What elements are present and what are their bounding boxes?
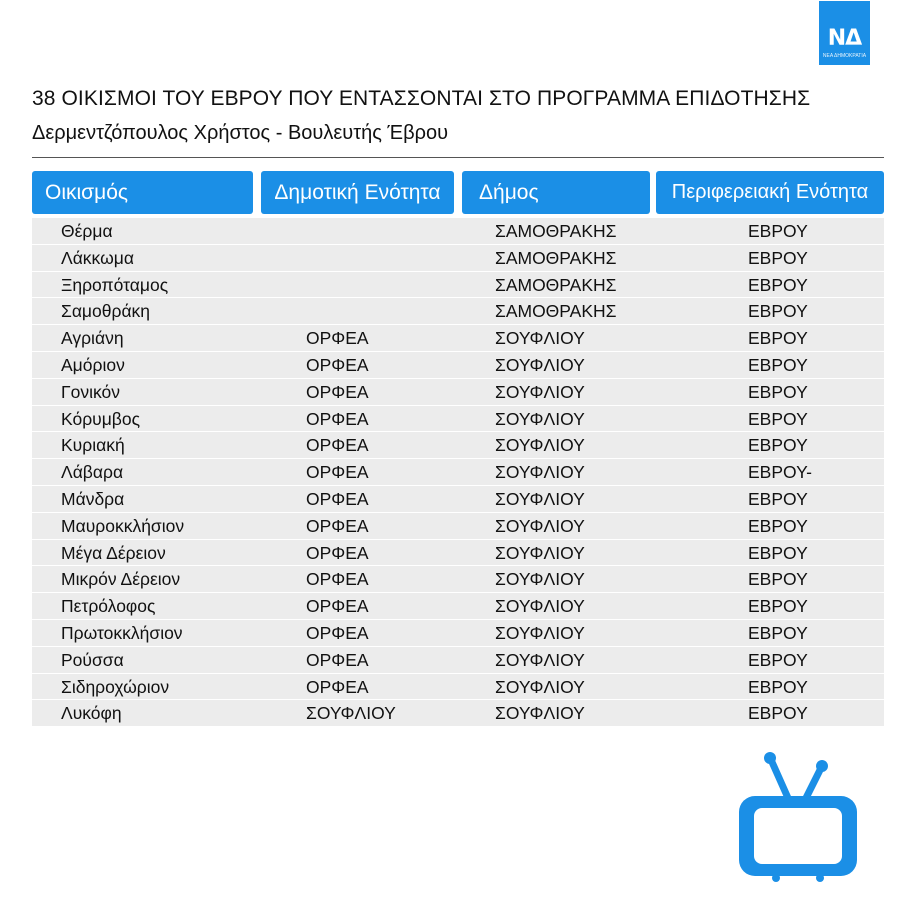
cell-regional-unit: ΕΒΡΟΥ <box>748 354 808 375</box>
cell-settlement: Μικρόν Δέρειον <box>61 569 181 590</box>
cell-municipal-unit: ΟΡΦΕΑ <box>306 435 369 456</box>
cell-municipal-unit: ΟΡΦΕΑ <box>306 596 369 617</box>
cell-settlement: Σιδηροχώριον <box>61 676 170 697</box>
cell-regional-unit: ΕΒΡΟΥ <box>748 435 808 456</box>
cell-municipal-unit: ΟΡΦΕΑ <box>306 381 369 402</box>
page-title: 38 ΟΙΚΙΣΜΟΙ ΤΟΥ ΕΒΡΟΥ ΠΟΥ ΕΝΤΑΣΣΟΝΤΑΙ ΣΤΟ ΠΡΟΓΡΑΜΜΑ ΕΠΙΔΟΤΗΣΗΣ <box>32 87 811 110</box>
cell-regional-unit: ΕΒΡΟΥ <box>748 676 808 697</box>
cell-settlement: Λάκκωμα <box>61 247 134 268</box>
cell-settlement: Μάνδρα <box>61 488 125 509</box>
table-row <box>32 298 884 325</box>
cell-municipality: ΣΟΥΦΛΙΟΥ <box>495 515 585 536</box>
cell-municipality: ΣΑΜΟΘΡΑΚΗΣ <box>495 274 617 295</box>
cell-regional-unit: ΕΒΡΟΥ- <box>748 462 812 483</box>
header-municipality: Δήμος <box>462 171 650 214</box>
cell-settlement: Σαμοθράκη <box>61 301 151 322</box>
logo-mark: ΝΔ <box>827 26 862 51</box>
logo-subtext: ΝΕΑ ΔΗΜΟΚΡΑΤΙΑ <box>822 53 867 59</box>
cell-municipality: ΣΟΥΦΛΙΟΥ <box>495 542 585 563</box>
cell-settlement: Θέρμα <box>61 221 113 241</box>
settlements-table <box>32 218 884 727</box>
cell-regional-unit: ΕΒΡΟΥ <box>748 247 808 268</box>
cell-settlement: Πετρόλοφος <box>61 596 156 617</box>
cell-regional-unit: ΕΒΡΟΥ <box>748 381 808 402</box>
tv-icon <box>736 752 860 882</box>
cell-settlement: Γονικόν <box>61 381 121 402</box>
cell-settlement: Κόρυμβος <box>61 408 141 429</box>
cell-municipality: ΣΟΥΦΛΙΟΥ <box>495 354 585 375</box>
cell-regional-unit: ΕΒΡΟΥ <box>748 328 808 349</box>
table-row <box>32 674 884 701</box>
table-row <box>32 593 884 620</box>
table-row <box>32 218 884 245</box>
table-row <box>32 352 884 379</box>
cell-municipality: ΣΑΜΟΘΡΑΚΗΣ <box>495 247 617 268</box>
cell-municipality: ΣΟΥΦΛΙΟΥ <box>495 462 585 483</box>
cell-regional-unit: ΕΒΡΟΥ <box>748 221 808 241</box>
cell-municipality: ΣΟΥΦΛΙΟΥ <box>495 381 585 402</box>
cell-municipality: ΣΟΥΦΛΙΟΥ <box>495 435 585 456</box>
cell-municipal-unit: ΟΡΦΕΑ <box>306 542 369 563</box>
cell-regional-unit: ΕΒΡΟΥ <box>748 542 808 563</box>
cell-settlement: Ξηροπόταμος <box>61 274 169 295</box>
cell-regional-unit: ΕΒΡΟΥ <box>748 569 808 590</box>
cell-regional-unit: ΕΒΡΟΥ <box>748 301 808 322</box>
cell-settlement: Ρούσσα <box>61 649 124 670</box>
table-row <box>32 459 884 486</box>
table-row <box>32 486 884 513</box>
cell-municipality: ΣΟΥΦΛΙΟΥ <box>495 569 585 590</box>
cell-municipal-unit: ΟΡΦΕΑ <box>306 649 369 670</box>
cell-municipality: ΣΟΥΦΛΙΟΥ <box>495 622 585 643</box>
table-row <box>32 700 884 727</box>
cell-regional-unit: ΕΒΡΟΥ <box>748 408 808 429</box>
table-row <box>32 540 884 567</box>
table-row <box>32 245 884 272</box>
cell-regional-unit: ΕΒΡΟΥ <box>748 703 808 724</box>
cell-regional-unit: ΕΒΡΟΥ <box>748 622 808 643</box>
cell-municipal-unit: ΟΡΦΕΑ <box>306 676 369 697</box>
cell-municipal-unit: ΟΡΦΕΑ <box>306 408 369 429</box>
cell-municipality: ΣΟΥΦΛΙΟΥ <box>495 596 585 617</box>
cell-municipal-unit: ΟΡΦΕΑ <box>306 515 369 536</box>
header-settlement: Οικισμός <box>32 171 253 214</box>
cell-settlement: Λυκόφη <box>61 703 122 724</box>
cell-municipal-unit: ΟΡΦΕΑ <box>306 622 369 643</box>
title-divider <box>32 157 884 158</box>
table-row <box>32 432 884 459</box>
table-row <box>32 647 884 674</box>
table-row <box>32 325 884 352</box>
cell-settlement: Μέγα Δέρειον <box>61 542 166 563</box>
table-row <box>32 406 884 433</box>
cell-municipality: ΣΟΥΦΛΙΟΥ <box>495 328 585 349</box>
cell-municipal-unit: ΟΡΦΕΑ <box>306 354 369 375</box>
header-municipal-unit: Δημοτική Ενότητα <box>261 171 454 214</box>
cell-settlement: Πρωτοκκλήσιον <box>61 622 183 643</box>
header-regional-unit: Περιφερειακή Ενότητα <box>656 171 884 214</box>
cell-regional-unit: ΕΒΡΟΥ <box>748 649 808 670</box>
table-row <box>32 513 884 540</box>
cell-municipality: ΣΟΥΦΛΙΟΥ <box>495 408 585 429</box>
cell-settlement: Αγριάνη <box>61 328 124 349</box>
cell-municipal-unit: ΟΡΦΕΑ <box>306 328 369 349</box>
cell-municipality: ΣΟΥΦΛΙΟΥ <box>495 488 585 509</box>
cell-municipal-unit: ΣΟΥΦΛΙΟΥ <box>306 703 396 724</box>
cell-municipality: ΣΟΥΦΛΙΟΥ <box>495 676 585 697</box>
cell-settlement: Κυριακή <box>61 435 125 456</box>
table-row <box>32 379 884 406</box>
cell-municipality: ΣΑΜΟΘΡΑΚΗΣ <box>495 301 617 322</box>
cell-regional-unit: ΕΒΡΟΥ <box>748 488 808 509</box>
cell-regional-unit: ΕΒΡΟΥ <box>748 596 808 617</box>
nd-logo-icon <box>819 1 870 65</box>
page-subtitle: Δερμεντζόπουλος Χρήστος - Βουλευτής Έβρου <box>32 122 449 144</box>
cell-regional-unit: ΕΒΡΟΥ <box>748 515 808 536</box>
cell-municipality: ΣΑΜΟΘΡΑΚΗΣ <box>495 221 617 241</box>
cell-municipal-unit: ΟΡΦΕΑ <box>306 462 369 483</box>
cell-settlement: Αμόριον <box>61 354 125 375</box>
table-row <box>32 272 884 299</box>
table-row <box>32 566 884 593</box>
cell-settlement: Μαυροκκλήσιον <box>61 515 185 536</box>
cell-settlement: Λάβαρα <box>61 462 124 483</box>
cell-municipality: ΣΟΥΦΛΙΟΥ <box>495 649 585 670</box>
cell-municipal-unit: ΟΡΦΕΑ <box>306 569 369 590</box>
cell-municipality: ΣΟΥΦΛΙΟΥ <box>495 703 585 724</box>
table-row <box>32 620 884 647</box>
cell-municipal-unit: ΟΡΦΕΑ <box>306 488 369 509</box>
cell-regional-unit: ΕΒΡΟΥ <box>748 274 808 295</box>
